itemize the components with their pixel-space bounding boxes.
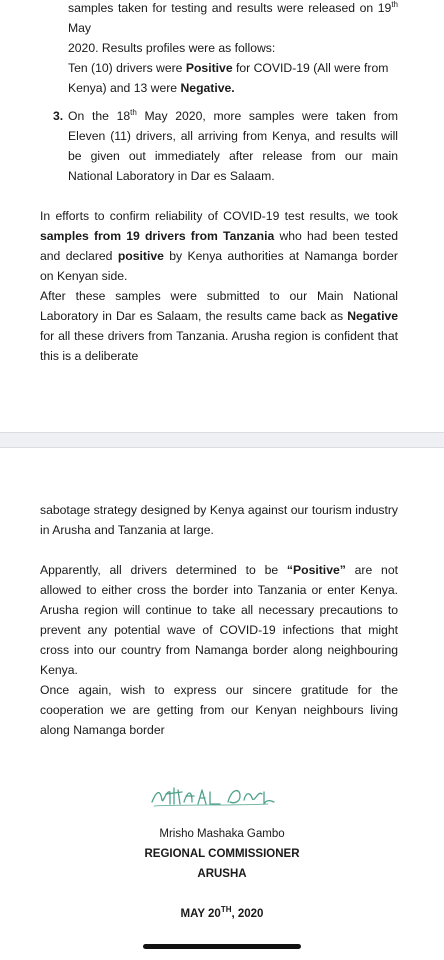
- bold-text: Negative: [347, 309, 399, 323]
- text-fragment: , 2020: [231, 908, 264, 920]
- paragraph-reliability: [40, 206, 398, 366]
- superscript: TH: [220, 905, 232, 915]
- text-fragment: samples taken for testing and results were released on 19: [68, 1, 392, 15]
- text-fragment: by Kenya authorities at Namanga border on Kenyan side.: [40, 249, 398, 283]
- text-fragment: May 2020, more samples were taken from Eleven (11) drivers, all arriving from Kenya, and results will be given out immediately after release from our main National Laboratory in Dar es Salaam.: [68, 109, 398, 183]
- bold-text: Positive: [185, 61, 233, 75]
- text-fragment: for COVID-19 (All were from: [236, 61, 389, 75]
- signer-region: ARUSHA: [197, 868, 247, 880]
- text-fragment: 2020. Results profiles were as follows:: [68, 41, 276, 55]
- document-date: [0, 904, 444, 924]
- bold-text: samples from 19 drivers from Tanzania: [40, 229, 275, 243]
- text-fragment: for all these drivers from Tanzania. Arusha region is confident that this is a deliberate: [40, 329, 398, 363]
- list-item-3: [68, 106, 398, 186]
- text-fragment: After these samples were submitted to our Main National Laboratory in Dar es Salaam, the results came back as: [40, 289, 398, 323]
- text-line: [68, 0, 398, 38]
- text-fragment: Apparently, all drivers determined to be: [40, 563, 279, 577]
- document-page-1: [0, 0, 444, 432]
- superscript: th: [391, 0, 398, 9]
- bold-text: positive: [117, 249, 164, 263]
- signature-image: [148, 778, 278, 812]
- document-page-2: [0, 448, 444, 960]
- text-fragment: who had been tested and declared: [40, 229, 399, 263]
- paragraph-drivers-positive: [40, 560, 398, 680]
- page-separator: [0, 432, 444, 448]
- text-fragment: are not allowed to either cross the border into Tanzania or enter Kenya. Arusha region will continue to take all necessary precautions to prevent any potential wave of COVID-19 infections that might cross into our country from Namanga border along neighbouring Kenya.: [40, 563, 398, 677]
- list-item-2-continuation: [68, 0, 398, 98]
- text-fragment: On the 18: [68, 109, 131, 123]
- text-line: [68, 78, 398, 98]
- text-fragment: In efforts to confirm reliability of COVID-19 test results, we took: [40, 209, 398, 223]
- list-number-3: 3.: [53, 109, 64, 123]
- signer-name: Mrisho Mashaka Gambo: [159, 828, 285, 840]
- paragraph-sabotage: sabotage strategy designed by Kenya against our tourism industry in Arusha and Tanzania at large.: [40, 503, 398, 537]
- text-fragment: Kenya) and 13 were: [68, 81, 178, 95]
- bold-text: Negative.: [180, 81, 235, 95]
- text-fragment: Ten (10) drivers were: [68, 61, 183, 75]
- home-indicator[interactable]: [143, 944, 301, 949]
- superscript: th: [130, 107, 137, 117]
- text-fragment: MAY 20: [180, 908, 221, 920]
- text-line: [68, 38, 398, 58]
- bold-text: “Positive”: [286, 563, 346, 577]
- signer-title: REGIONAL COMMISSIONER: [144, 848, 300, 860]
- text-fragment: May: [68, 21, 92, 35]
- paragraph-gratitude: Once again, wish to express our sincere gratitude for the cooperation we are getting from our Kenyan neighbours living along Namanga border: [40, 683, 398, 737]
- text-line: [68, 58, 398, 78]
